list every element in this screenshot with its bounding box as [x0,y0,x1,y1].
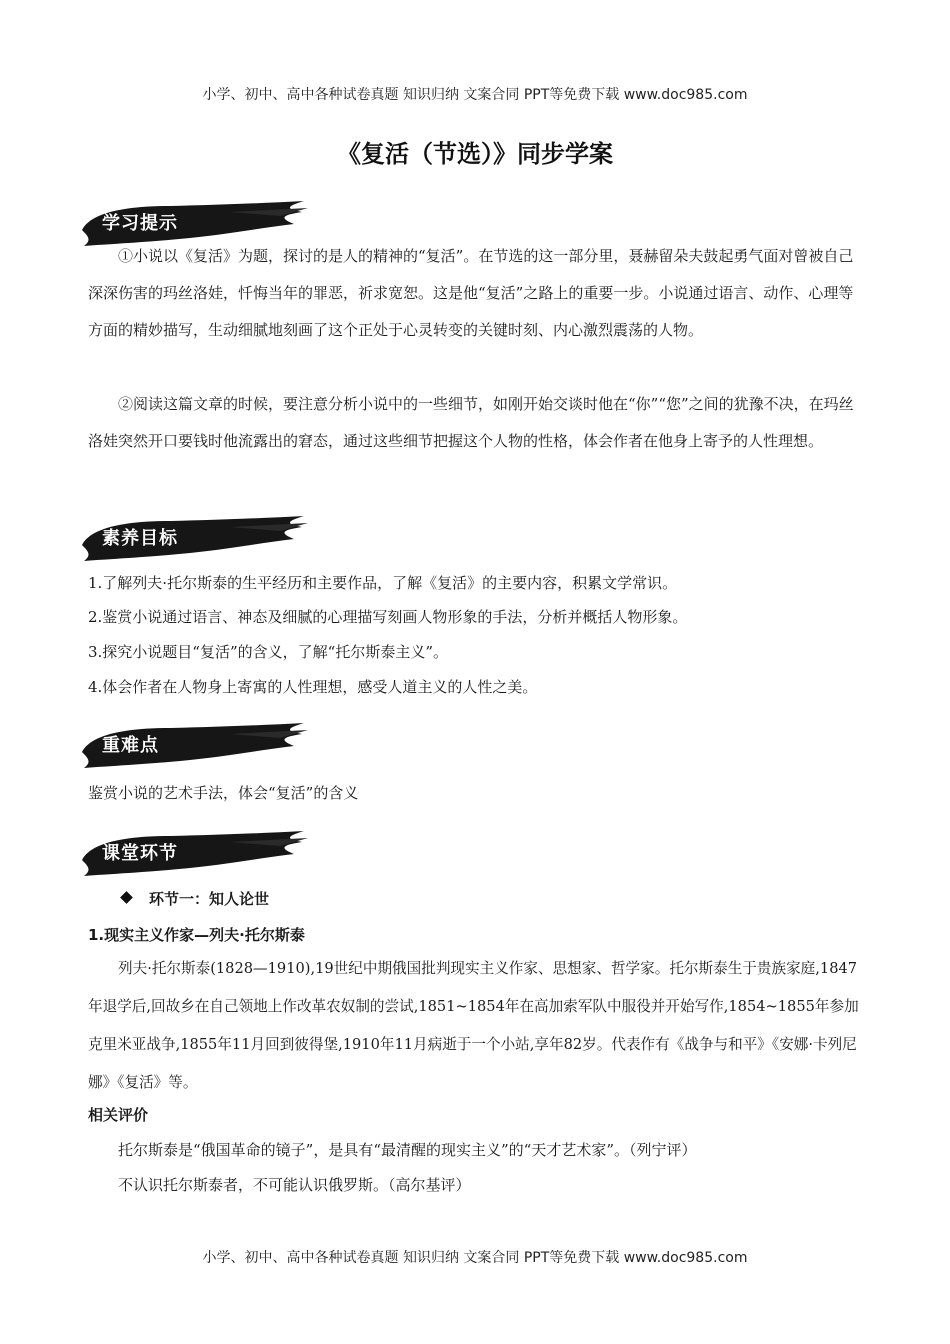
goal-item-3: 3.探究小说题目“复活”的含义，了解“托尔斯泰主义”。 [88,643,448,661]
sub-heading: 1.现实主义作家—列夫·托尔斯泰 [88,926,305,944]
tips-paragraph-1: ①小说以《复活》为题，探讨的是人的精神的“复活”。在节选的这一部分里，聂赫留朵夫鼓起勇气面对曾被自己深深伤害的玛丝洛娃，忏悔当年的罪恶，祈求宽恕。这是他“复活”之路上的重要一步。小说通过语言、动作、心理等方面的精妙描写，生动细腻地刻画了这个正处于心灵转变的关键时刻、内心激烈震荡的人物。 [88,247,854,339]
step-heading-label: 环节一：知人论世 [149,890,270,908]
evaluation-quote-2: 不认识托尔斯泰者，不可能认识俄罗斯。（高尔基评） [118,1176,471,1194]
section-title: 课堂环节 [102,843,178,864]
page-footer: 小学、初中、高中各种试卷真题 知识归纳 文案合同 PPT等免费下载 www.doc985.com [202,1250,748,1266]
step-heading [122,888,269,909]
evaluation-quote-1: 托尔斯泰是“俄国革命的镜子”，是具有“最清醒的现实主义”的“天才艺术家”。（列宁评） [118,1141,697,1159]
diamond-bullet-icon [120,891,133,904]
key-point-text: 鉴赏小说的艺术手法，体会“复活”的含义 [88,784,359,802]
section-title: 重难点 [102,735,159,756]
section-banner-class [80,830,310,878]
section-title: 学习提示 [102,213,178,234]
section-title: 素养目标 [102,528,178,549]
section-banner-key [80,722,310,770]
author-bio: 列夫·托尔斯泰(1828—1910),19世纪中期俄国批判现实主义作家、思想家、哲学家。托尔斯泰生于贵族家庭,1847年退学后,回故乡在自己领地上作改革农奴制的尝试,1851~1854年在高加索军队中服役并开始写作,1854~1855年参加克里米亚战争,1855年11月回到彼得堡,1910年11月病逝于一个小站,享年82岁。代表作有《战争与和平》《安娜·卡列尼娜》《复活》等。 [88,960,859,1091]
document-title: 《复活（节选）》同步学案 [337,140,613,168]
evaluation-heading: 相关评价 [88,1106,149,1124]
tips-paragraph-2: ②阅读这篇文章的时候，要注意分析小说中的一些细节，如刚开始交谈时他在“你”“您”之间的犹豫不决，在玛丝洛娃突然开口要钱时他流露出的窘态，通过这些细节把握这个人物的性格，体会作者在他身上寄予的人性理想。 [88,395,854,450]
section-banner-goals [80,515,310,563]
page-header: 小学、初中、高中各种试卷真题 知识归纳 文案合同 PPT等免费下载 www.doc985.com [202,87,748,103]
goal-item-4: 4.体会作者在人物身上寄寓的人性理想，感受人道主义的人性之美。 [88,678,538,696]
goal-item-2: 2.鉴赏小说通过语言、神态及细腻的心理描写刻画人物形象的手法，分析并概括人物形象。 [88,608,688,626]
goal-item-1: 1.了解列夫·托尔斯泰的生平经历和主要作品，了解《复活》的主要内容，积累文学常识。 [88,574,678,592]
